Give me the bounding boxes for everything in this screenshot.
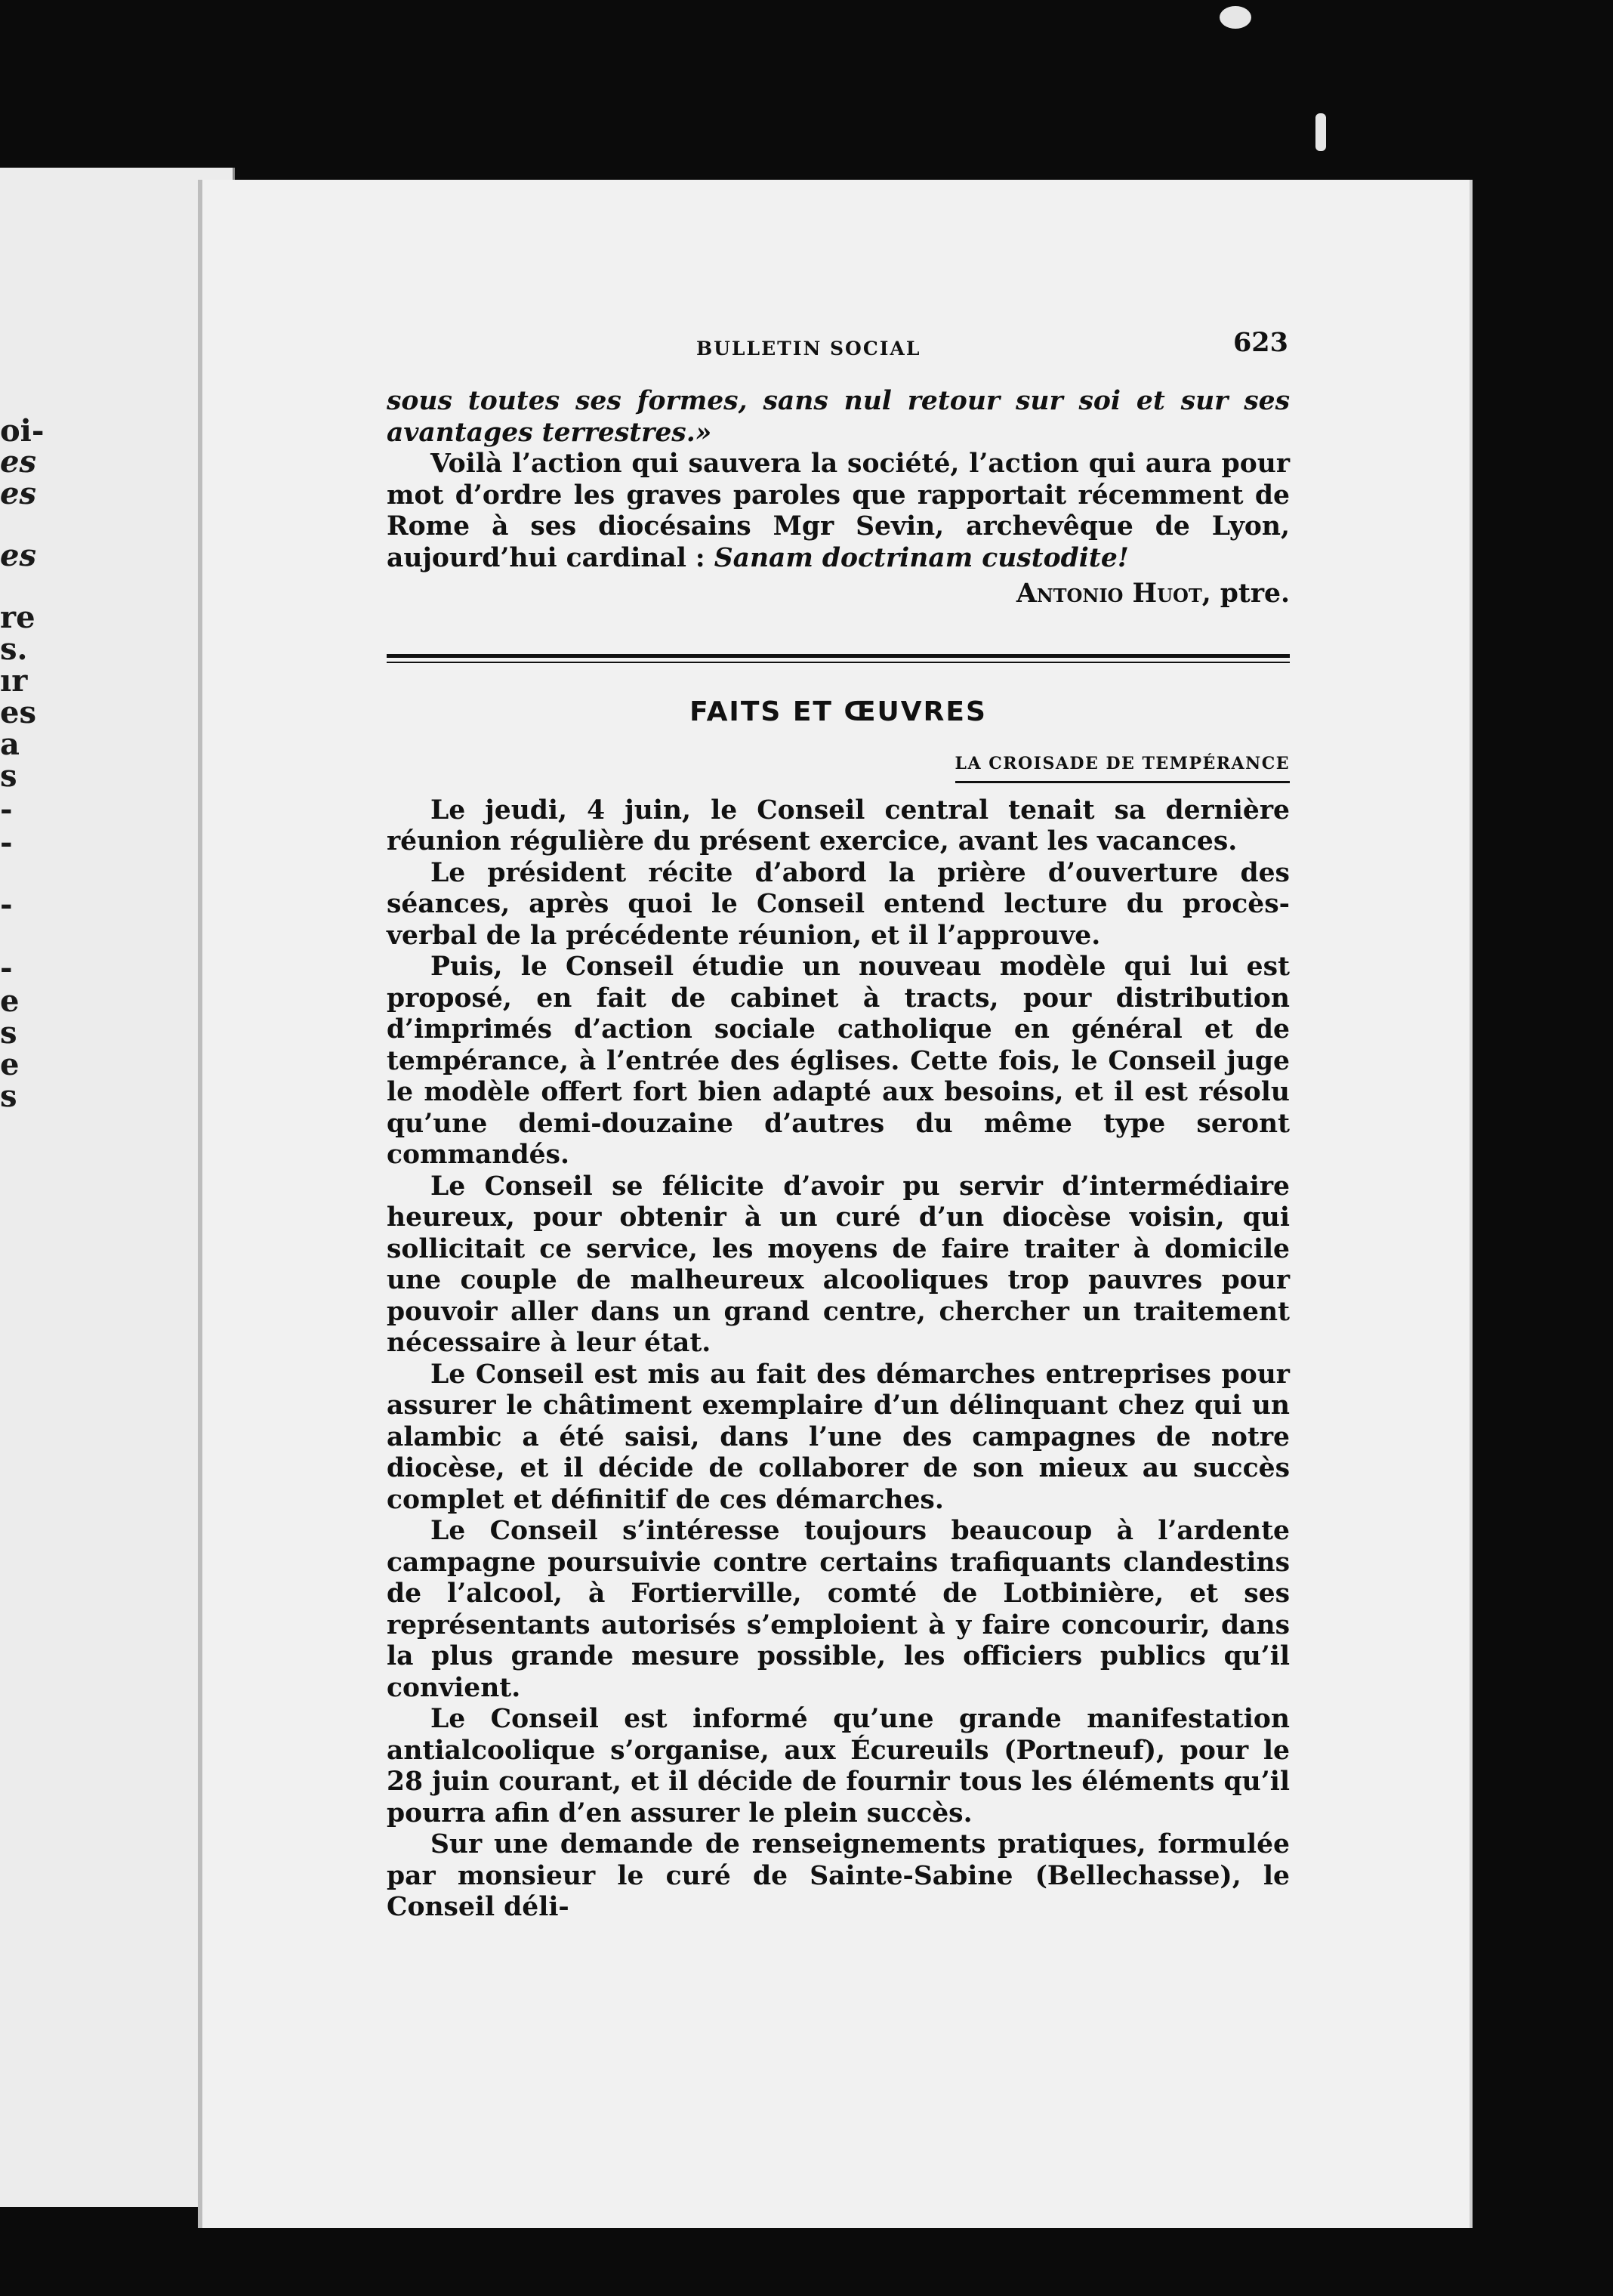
paragraph: Sur une demande de renseignements pratiques, formulée par monsieur le curé de Sainte-Sabine (Bellechasse), le Conseil déli- <box>387 1829 1290 1922</box>
left-page-fragment: - <box>0 825 13 860</box>
scan-speck <box>1315 113 1326 151</box>
divider-thick-rule <box>387 654 1290 658</box>
left-page-fragment: es <box>0 538 36 573</box>
paragraph: Le Conseil s’intéresse toujours beaucoup à l’ardente campagne poursuivie contre certains trafiquants clandestins de l’alcool, à Fortierville, comté de Lotbinière, et ses représentants autorisés s’emploient à y faire concourir, dans la plus grande mesure possible, les officiers publics qu’il convient. <box>387 1516 1290 1703</box>
left-page-fragment: - <box>0 792 13 827</box>
document-page <box>202 180 1470 2228</box>
left-page-fragment: s <box>0 758 17 794</box>
left-page-fragment: s. <box>0 631 28 667</box>
running-header <box>387 327 1290 372</box>
divider-thin-rule <box>387 662 1290 663</box>
left-page-fragment: es <box>0 444 36 480</box>
left-page-fragment: a <box>0 727 20 762</box>
paragraph: Le jeudi, 4 juin, le Conseil central tenait sa dernière réunion régulière du présent exercice, avant les vacances. <box>387 795 1290 856</box>
author-title: , ptre. <box>1201 579 1290 609</box>
scan-speck <box>1220 6 1251 29</box>
paragraph: Puis, le Conseil étudie un nouveau modèle qui lui est proposé, en fait de cabinet à tracts, pour distribution d’imprimés d’action sociale catholique en général et de tempérance, à l’entrée des églises. Cette fois, le Conseil juge le modèle offert fort bien adapté aux besoins, et il est résolu qu’une demi-douzaine d’autres du même type seront commandés. <box>387 952 1290 1170</box>
left-page-fragment: e <box>0 1047 20 1082</box>
left-page-edge <box>0 168 235 2207</box>
paragraph: Le Conseil est mis au fait des démarches entreprises pour assurer le châtiment exemplaire d’un délinquant chez qui un alambic a été saisi, dans l’une des campagnes de notre diocèse, et il décide de collaborer de son mieux au succès complet et définitif de ces démarches. <box>387 1359 1290 1515</box>
paragraph: Le président récite d’abord la prière d’ouverture des séances, après quoi le Conseil entend lecture du procès-verbal de la précédente réunion, et il l’approuve. <box>387 857 1290 951</box>
left-page-fragment: oi- <box>0 413 45 449</box>
author-signature <box>387 579 1290 610</box>
paragraph <box>387 449 1290 574</box>
left-page-fragment: re <box>0 600 35 635</box>
quote-continuation: sous toutes ses formes, sans nul retour sur soi et sur ses avantages terrestres.» <box>387 386 1290 448</box>
left-page-fragment: e <box>0 983 20 1019</box>
paragraph-text: Voilà l’action qui sauvera la société, l’action qui aura pour mot d’ordre les graves paroles que rapportait récemment de Rome à ses diocésains Mgr Sevin, archevêque de Lyon, aujourd’hui cardinal : <box>387 449 1290 573</box>
left-page-fragment: ır <box>0 663 28 699</box>
left-page-fragment: es <box>0 695 36 730</box>
left-page-fragment: - <box>0 887 13 922</box>
latin-quote: Sanam doctrinam custodite! <box>714 542 1129 573</box>
author-name: Antonio Huot <box>1016 579 1202 609</box>
section-title: FAITS ET ŒUVRES <box>689 696 987 727</box>
left-page-fragment: s <box>0 1079 17 1114</box>
paragraph: Le Conseil est informé qu’une grande manifestation antialcoolique s’organise, aux Écureuils (Portneuf), pour le 28 juin courant, et il décide de fournir tous les éléments qu’il pourra afin d’en assurer le plein succès. <box>387 1704 1290 1828</box>
running-title: BULLETIN SOCIAL <box>696 338 921 360</box>
page-content <box>387 327 1290 1924</box>
section-divider <box>387 654 1290 663</box>
left-page-fragment: s <box>0 1015 17 1051</box>
paragraph: Le Conseil se félicite d’avoir pu servir d’intermédiaire heureux, pour obtenir à un curé d’un diocèse voisin, qui sollicitait ce service, les moyens de faire traiter à domicile une couple de malheureux alcooliques trop pauvres pour pouvoir aller dans un grand centre, chercher un traitement nécessaire à leur état. <box>387 1171 1290 1358</box>
left-page-fragment: es <box>0 476 36 511</box>
left-page-fragment: - <box>0 950 13 986</box>
subsection-title: LA CROISADE DE TEMPÉRANCE <box>955 748 1290 783</box>
page-number: 623 <box>1232 327 1288 358</box>
